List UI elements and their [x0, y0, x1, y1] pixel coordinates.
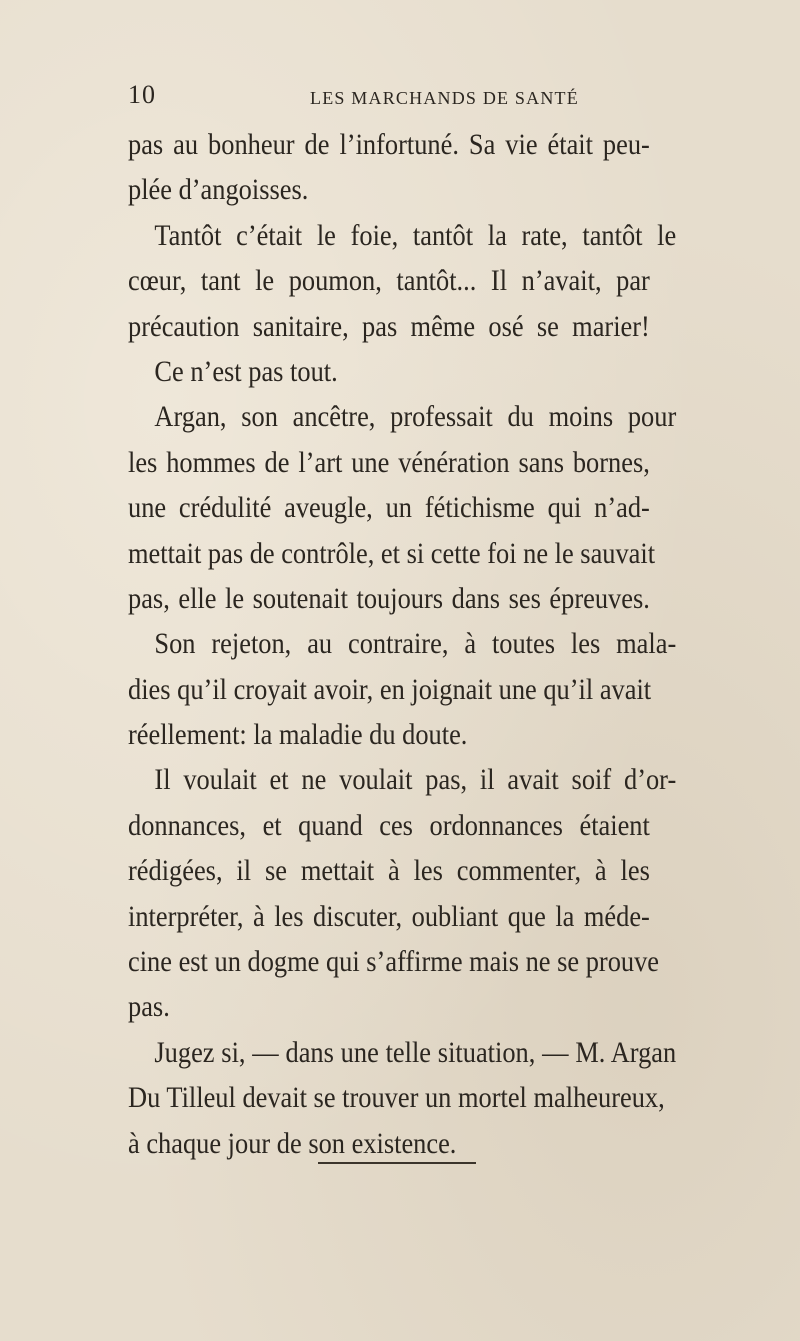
text-line: cine est un dogme qui s’affirme mais ne se prouve: [128, 945, 660, 979]
text-line: Son rejeton, au contraire, à toutes les mala-: [154, 627, 677, 661]
text-line: mettait pas de contrôle, et si cette foi ne le sauvait: [128, 536, 656, 570]
body-text: [128, 122, 677, 1166]
text-line: Ce n’est pas tout.: [154, 354, 338, 388]
text-line: pas au bonheur de l’infortuné. Sa vie était peu-: [128, 128, 650, 161]
text-line: à chaque jour de son existence.: [128, 1126, 457, 1160]
text-line: dies qu’il croyait avoir, en joignait une qu’il avait: [128, 672, 652, 706]
text-line: donnances, et quand ces ordonnances étaient: [128, 808, 650, 842]
page-number: 10: [128, 80, 156, 109]
text-line: une crédulité aveugle, un fétichisme qui n’ad-: [128, 491, 650, 525]
text-line: Tantôt c’était le foie, tantôt la rate, tantôt le: [154, 218, 677, 252]
text-line: plée d’angoisses.: [128, 173, 309, 207]
end-rule: [318, 1162, 476, 1164]
running-title: LES MARCHANDS DE SANTÉ: [310, 88, 579, 108]
text-line: pas.: [128, 990, 170, 1024]
text-line: rédigées, il se mettait à les commenter, à les: [128, 854, 650, 888]
page-header: [128, 80, 648, 120]
text-line: précaution sanitaire, pas même osé se marier!: [128, 309, 650, 343]
text-line: les hommes de l’art une vénération sans bornes,: [128, 445, 650, 479]
text-line: réellement: la maladie du doute.: [128, 718, 468, 752]
text-line: Argan, son ancêtre, professait du moins pour: [154, 400, 677, 434]
text-line: Jugez si, — dans une telle situation, — M. Argan: [154, 1035, 677, 1069]
text-line: cœur, tant le poumon, tantôt... Il n’avait, par: [128, 264, 650, 298]
text-line: Il voulait et ne voulait pas, il avait soif d’or-: [154, 763, 677, 797]
text-line: pas, elle le soutenait toujours dans ses épreuves.: [128, 581, 650, 615]
text-line: interpréter, à les discuter, oubliant que la méde-: [128, 899, 650, 933]
text-line: Du Tilleul devait se trouver un mortel malheureux,: [128, 1081, 665, 1115]
